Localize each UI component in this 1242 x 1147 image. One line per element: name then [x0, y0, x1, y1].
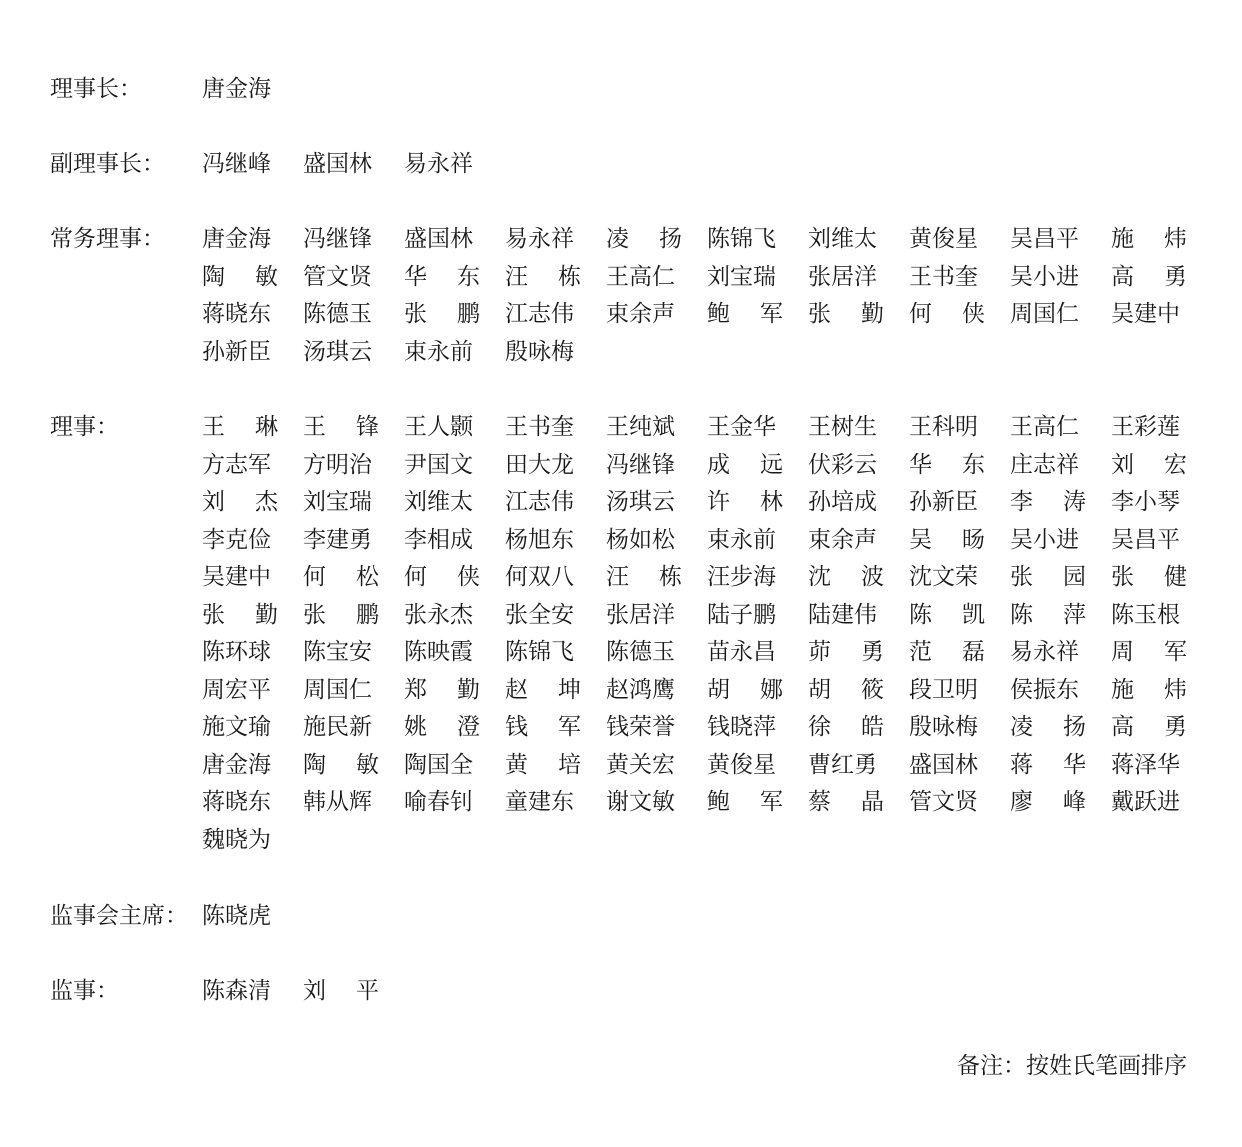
member-name: 张 鹏 [404, 301, 480, 327]
member-name: 李相成 [404, 526, 473, 553]
member-name: 唐金海 [202, 76, 271, 102]
name-list [202, 898, 1212, 936]
member-name: 李 涛 [1010, 489, 1086, 515]
member-name: 黄 培 [505, 751, 581, 778]
member-name: 冯继峰 [202, 151, 271, 177]
member-name: 黄俊星 [707, 751, 776, 778]
section-vice-chairman [50, 146, 1190, 184]
member-name: 张居洋 [808, 263, 877, 290]
member-name: 汤琪云 [606, 489, 675, 515]
member-name: 江志伟 [505, 489, 574, 515]
member-name: 赵 坤 [505, 676, 581, 703]
member-name: 管文贤 [303, 263, 372, 290]
member-name: 伏彩云 [808, 451, 877, 478]
section-supervisory-chairman [50, 898, 1190, 936]
member-name: 刘宝瑞 [707, 263, 776, 290]
member-name: 高 勇 [1111, 714, 1187, 740]
member-name: 刘宝瑞 [303, 489, 372, 515]
member-name: 王科明 [909, 414, 978, 440]
member-name: 谢文敏 [606, 789, 675, 815]
member-name: 王纯斌 [606, 414, 675, 440]
member-name: 陈德玉 [606, 639, 675, 665]
name-list [202, 221, 1212, 371]
member-name: 何 松 [303, 564, 379, 590]
member-name: 方明治 [303, 451, 372, 478]
member-name: 苗永昌 [707, 639, 776, 665]
section-label: 监事： [50, 978, 119, 1004]
member-name: 沈 波 [808, 564, 884, 590]
member-name: 易永祥 [1010, 639, 1079, 665]
member-name: 杨旭东 [505, 526, 574, 553]
member-name: 廖 峰 [1010, 789, 1086, 815]
member-name: 殷咏梅 [909, 714, 978, 740]
member-name: 王书奎 [505, 414, 574, 440]
member-name: 殷咏梅 [505, 338, 574, 365]
member-name: 凌 扬 [606, 226, 682, 252]
member-name: 江志伟 [505, 301, 574, 327]
member-name: 成 远 [707, 451, 783, 478]
member-name: 李克俭 [202, 526, 271, 553]
member-name: 黄俊星 [909, 226, 978, 252]
name-list [202, 973, 1212, 1011]
member-name: 周国仁 [1010, 301, 1079, 327]
member-name: 王高仁 [606, 263, 675, 290]
section-standing-directors [50, 221, 1190, 371]
member-name: 刘 杰 [202, 489, 278, 515]
member-name: 张永杰 [404, 601, 473, 628]
member-name: 王金华 [707, 414, 776, 440]
member-name: 蒋泽华 [1111, 751, 1180, 778]
name-list [202, 409, 1212, 859]
member-name: 陈德玉 [303, 301, 372, 327]
section-label: 理事： [50, 414, 119, 440]
member-name: 陈玉根 [1111, 601, 1180, 628]
member-name: 何双八 [505, 564, 574, 590]
member-name: 周国仁 [303, 676, 372, 703]
member-name: 方志军 [202, 451, 271, 478]
name-list [202, 71, 1212, 109]
member-name: 汪 栋 [505, 263, 581, 290]
member-name: 陈锦飞 [707, 226, 776, 252]
member-name: 吴 旸 [909, 526, 985, 553]
member-name: 茆 勇 [808, 639, 884, 665]
member-name: 冯继锋 [303, 226, 372, 252]
member-name: 陈映霞 [404, 639, 473, 665]
member-name: 刘 平 [303, 978, 379, 1004]
member-name: 施 炜 [1111, 226, 1187, 252]
member-name: 吴昌平 [1010, 226, 1079, 252]
member-name: 赵鸿鹰 [606, 676, 675, 703]
member-name: 汪步海 [707, 564, 776, 590]
member-name: 钱荣誉 [606, 714, 675, 740]
member-name: 陶 敏 [303, 751, 379, 778]
member-name: 张 园 [1010, 564, 1086, 590]
member-name: 蔡 晶 [808, 789, 884, 815]
member-name: 盛国林 [303, 151, 372, 177]
member-name: 华 东 [404, 263, 480, 290]
member-name: 吴昌平 [1111, 526, 1180, 553]
member-name: 周宏平 [202, 676, 271, 703]
member-name: 束余声 [606, 301, 675, 327]
member-name: 鲍 军 [707, 789, 783, 815]
member-name: 汪 栋 [606, 564, 682, 590]
member-name: 盛国林 [909, 751, 978, 778]
member-name: 何 侠 [909, 301, 985, 327]
member-name: 冯继锋 [606, 451, 675, 478]
member-name: 曹红勇 [808, 751, 877, 778]
member-name: 刘 宏 [1111, 451, 1187, 478]
member-name: 陈森清 [202, 978, 271, 1004]
member-name: 周 军 [1111, 639, 1187, 665]
member-name: 胡 娜 [707, 676, 783, 703]
member-name: 孙培成 [808, 489, 877, 515]
section-supervisors [50, 973, 1190, 1011]
member-name: 张居洋 [606, 601, 675, 628]
member-name: 唐金海 [202, 751, 271, 778]
member-name: 陶 敏 [202, 263, 278, 290]
member-name: 沈文荣 [909, 564, 978, 590]
member-name: 张 勤 [202, 601, 278, 628]
member-name: 蒋晓东 [202, 789, 271, 815]
member-name: 刘维太 [808, 226, 877, 252]
member-name: 施 炜 [1111, 676, 1187, 703]
member-name: 王人颢 [404, 414, 473, 440]
member-name: 喻春钊 [404, 789, 473, 815]
member-name: 姚 澄 [404, 714, 480, 740]
member-name: 易永祥 [404, 151, 473, 177]
member-name: 吴建中 [202, 564, 271, 590]
member-name: 郑 勤 [404, 676, 480, 703]
member-name: 徐 皓 [808, 714, 884, 740]
member-name: 范 磊 [909, 639, 985, 665]
member-name: 戴跃进 [1111, 789, 1180, 815]
member-name: 唐金海 [202, 226, 271, 252]
member-name: 黄关宏 [606, 751, 675, 778]
section-chairman [50, 71, 1190, 109]
member-name: 胡 筱 [808, 676, 884, 703]
member-name: 王高仁 [1010, 414, 1079, 440]
member-name: 钱晓萍 [707, 714, 776, 740]
member-name: 陶国全 [404, 751, 473, 778]
member-name: 施民新 [303, 714, 372, 740]
member-name: 王 锋 [303, 414, 379, 440]
member-name: 尹国文 [404, 451, 473, 478]
member-name: 管文贤 [909, 789, 978, 815]
member-name: 吴小进 [1010, 526, 1079, 553]
member-name: 陆子鹏 [707, 601, 776, 628]
member-name: 刘维太 [404, 489, 473, 515]
member-name: 李小琴 [1111, 489, 1180, 515]
member-name: 陈锦飞 [505, 639, 574, 665]
member-name: 童建东 [505, 789, 574, 815]
section-label: 副理事长： [50, 151, 165, 177]
member-name: 陆建伟 [808, 601, 877, 628]
member-name: 杨如松 [606, 526, 675, 553]
member-name: 蒋晓东 [202, 301, 271, 327]
member-name: 汤琪云 [303, 338, 372, 365]
member-name: 魏晓为 [202, 826, 271, 853]
member-name: 田大龙 [505, 451, 574, 478]
member-name: 段卫明 [909, 676, 978, 703]
member-name: 束永前 [707, 526, 776, 553]
footnote: 备注：按姓氏笔画排序 [957, 1053, 1187, 1079]
member-name: 王 琳 [202, 414, 278, 440]
member-name: 陈 凯 [909, 601, 985, 628]
member-name: 孙新臣 [909, 489, 978, 515]
section-label: 常务理事： [50, 226, 165, 252]
section-label: 理事长： [50, 76, 142, 102]
member-name: 孙新臣 [202, 338, 271, 365]
member-name: 陈环球 [202, 639, 271, 665]
member-name: 蒋 华 [1010, 751, 1086, 778]
member-name: 易永祥 [505, 226, 574, 252]
member-name: 盛国林 [404, 226, 473, 252]
member-name: 施文瑜 [202, 714, 271, 740]
member-name: 吴小进 [1010, 263, 1079, 290]
member-name: 李建勇 [303, 526, 372, 553]
member-name: 束余声 [808, 526, 877, 553]
member-name: 王彩莲 [1111, 414, 1180, 440]
member-name: 鲍 军 [707, 301, 783, 327]
member-name: 束永前 [404, 338, 473, 365]
member-name: 高 勇 [1111, 263, 1187, 290]
member-name: 陈宝安 [303, 639, 372, 665]
member-name: 王树生 [808, 414, 877, 440]
member-name: 韩从辉 [303, 789, 372, 815]
member-name: 吴建中 [1111, 301, 1180, 327]
member-name: 张 健 [1111, 564, 1187, 590]
member-name: 张 鹏 [303, 601, 379, 628]
member-name: 许 林 [707, 489, 783, 515]
member-name: 陈 萍 [1010, 601, 1086, 628]
member-name: 凌 扬 [1010, 714, 1086, 740]
member-name: 钱 军 [505, 714, 581, 740]
member-name: 侯振东 [1010, 676, 1079, 703]
member-name: 王书奎 [909, 263, 978, 290]
member-name: 张 勤 [808, 301, 884, 327]
member-name: 陈晓虎 [202, 903, 271, 929]
member-name: 庄志祥 [1010, 451, 1079, 478]
section-directors [50, 409, 1190, 859]
member-name: 张全安 [505, 601, 574, 628]
section-label: 监事会主席： [50, 903, 188, 929]
member-name: 华 东 [909, 451, 985, 478]
name-list [202, 146, 1212, 184]
member-name: 何 侠 [404, 564, 480, 590]
